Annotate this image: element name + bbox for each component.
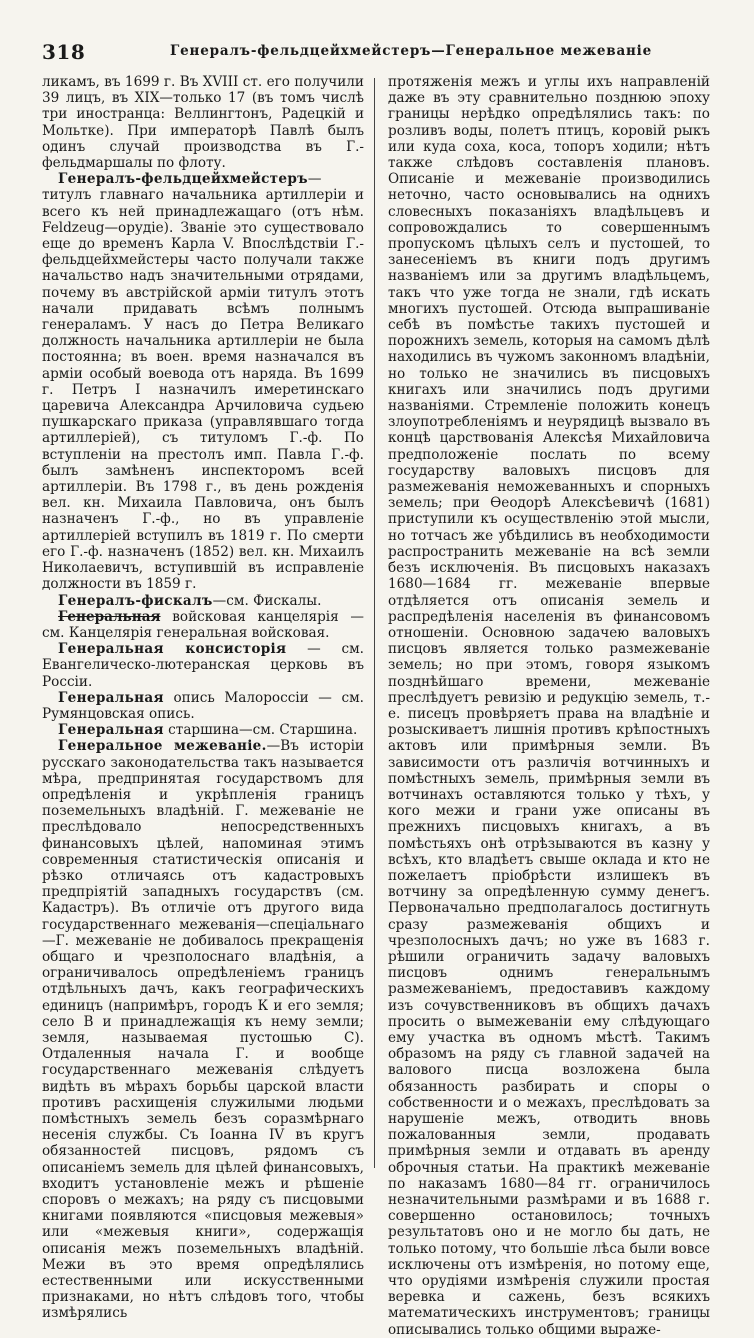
entry-headword: Генеральная — [58, 608, 161, 625]
left-column — [42, 74, 365, 1322]
entry-text: — см. Евангелическо-лютеранская церковь въ Россiи. — [42, 641, 364, 690]
entry-paragraph — [42, 641, 364, 690]
entry-headword: Генеральная консисторiя — [58, 641, 287, 658]
entry-paragraph — [42, 593, 364, 609]
column-divider — [374, 78, 375, 1168]
entry-text: старшина—см. Старшина. — [163, 722, 358, 739]
running-title: Генералъ-фельдцейхмейстеръ—Генеральное межеванiе — [170, 43, 652, 59]
entry-text: —Въ исторiи русскаго законодательства такъ называется мѣра, предпринятая государствомъ для опредѣленiя и укрѣпленiя границъ поземельныхъ владѣнiй. Г. межеванiе не преслѣдовало непосредственныхъ финансовыхъ цѣлей, напоминая этимъ современныя статистическiя описанiя и рѣзко отличаясь отъ кадастровыхъ предпрiятiй западныхъ государствъ (см. Кадастръ). Въ отличiе отъ другого вида государственнаго межеванiя—спецiальнаго—Г. межеванiе не добивалось прекращенiя общаго и чрезполоснаго владѣнiя, а ограничивалось опредѣленiемъ границъ отдѣльныхъ дачъ, какъ географическихъ единицъ (напримѣръ, городъ К и его земля; село В и принадлежащiя къ нему земли; земля, называемая пустошью С). Отдаленныя начала Г. и вообще государственнаго межеванiя слѣдуетъ видѣть въ мѣрахъ борьбы царской власти противъ расхищенiя служилыми людьми помѣстныхъ земель безъ соразмѣрнаго несенiя службы. Съ Iоанна IV въ кругъ обязанностей писцовъ, рядомъ съ описанiемъ земель для цѣлей финансовыхъ, входитъ установленiе межъ и рѣшенiе споровъ о межахъ; на ряду съ писцовыми книгами появляются «писцовыя межевыя» или «межевыя книги», содержащiя описанiя межъ поземельныхъ владѣнiй. Межи въ это время опредѣлялись естественными или искусственными признаками, но нѣтъ слѣдовъ того, чтобы измѣрялись — [42, 738, 364, 1322]
continued-paragraph — [388, 74, 710, 1338]
entry-paragraph — [42, 690, 364, 722]
continued-paragraph — [42, 74, 364, 171]
right-column — [388, 74, 710, 1338]
entry-text: протяженiя межъ и углы ихъ направленiй даже въ эту сравнительно позднюю эпоху границы нерѣдко опредѣлялись такъ: по розливъ воды, полетъ птицъ, коровiй рыкъ или куда соха, коса, топоръ ходили; нѣтъ также слѣдовъ составленiя плановъ. Описанiе и межеванiе производились неточно, часто основывались на однихъ словесныхъ показанiяхъ владѣльцевъ и сопровождались то совершеннымъ пропускомъ цѣлыхъ селъ и пустошей, то занесенiемъ въ книги подъ другимъ названiемъ или за другимъ владѣльцемъ, такъ что уже тогда не знали, гдѣ искать многихъ пустошей. Отсюда выпрашиванiе себѣ въ помѣстье такихъ пустошей и порожнихъ земель, которыя на самомъ дѣлѣ находились въ чужомъ законномъ владѣнiи, но только не значились въ писцовыхъ книгахъ или значились подъ другими названiями. Стремленiе положить конецъ злоупотребленiямъ и неурядицѣ вызвало въ концѣ царствованiя Алексѣя Михайловича предположенiе послать по всему государству валовыхъ писцовъ для размежеванiя неможеванныхъ и спорныхъ земель; при Ѳеодорѣ Алексѣевичѣ (1681) приступили къ осуществленiю этой мысли, но тотчасъ же убѣдились въ необходимости распространить межеванiе на всѣ земли безъ исключенiя. Въ писцовыхъ наказахъ 1680—1684 гг. межеванiе впервые отдѣляется отъ описанiя земель и распредѣленiя населенiя въ финансовомъ отношенiи. Основною задачею валовыхъ писцовъ является только размежеванiе земель; но при этомъ, говоря языкомъ позднѣйшаго времени, межеванiе преслѣдуетъ ревизiю и редукцiю земель, т.-е. писецъ провѣряетъ права на владѣнiе и розыскиваетъ лишнiя противъ крѣпостныхъ актовъ или примѣрныя земли. Въ зависимости отъ различiя вотчинныхъ и помѣстныхъ земель, примѣрныя земли въ вотчинахъ оставляются только у тѣхъ, у кого межи и грани уже описаны въ прежнихъ писцовыхъ книгахъ, а въ помѣстьяхъ онѣ отрѣзываются въ казну у всѣхъ, кто владѣетъ свыше оклада и кто не пожелаетъ прiобрѣсти излишекъ въ вотчину за опредѣленную сумму денегъ. Первоначально предполагалось достигнуть сразу размежеванiя общихъ и чрезполосныхъ дачъ; но уже въ 1683 г. рѣшили ограничить задачу валовыхъ писцовъ однимъ генеральнымъ размежеванiемъ, предоставивъ каждому изъ сочувственниковъ въ общихъ дачахъ просить о вымежеванiи ему слѣдующаго ему участка въ одномъ мѣстѣ. Такимъ образомъ на ряду съ главной задачей на валового писца возложена была обязанность разбирать и споры о собственности и о межахъ, преслѣдовать за нарушенiе межъ, отводить вновь пожалованныя земли, продавать примѣрныя земли и отдавать въ аренду оброчныя статьи. На практикѣ межеванiе по наказамъ 1680—84 гг. ограничилось незначительными размѣрами и въ 1688 г. совершенно остановилось; точныхъ результатовъ оно и не могло бы дать, не только потому, что большiе лѣса были вовсе исключены отъ измѣренiя, но потому еще, что орудiями измѣренiя служили простая веревка и сажень, безъ всякихъ математическихъ инструментовъ; границы описывались только общими выраже- — [388, 74, 710, 1338]
entry-headword: Генеральная — [58, 689, 164, 706]
entry-paragraph — [42, 722, 364, 738]
entry-paragraph — [42, 171, 364, 592]
entry-paragraph — [42, 738, 364, 1321]
entry-headword: Генеральное межеванiе. — [58, 738, 267, 755]
page-header — [30, 40, 720, 64]
entry-headword: Генеральная — [58, 722, 164, 739]
entry-text: —см. Фискалы. — [212, 592, 322, 609]
entry-text: — титулъ главнаго начальника артиллерiи и всего къ ней принадлежащаго (отъ нѣм. Feldzeug—орудiе). Званiе это существовало еще до временъ Карла V. Впослѣдствiи Г.-фельдцейхмейстеры часто получали также начальство надъ значительными отрядами, почему въ австрiйской армiи титулъ этотъ начали придавать всѣмъ полнымъ генераламъ. У насъ до Петра Великаго должность начальника артиллерiи не была постоянна; въ воен. время назначался въ армiи особый воевода отъ наряда. Въ 1699 г. Петръ I назначилъ имеретинскаго царевича Александра Арчиловича судьею пушкарскаго приказа (управлявшаго тогда артиллерiей), съ титуломъ Г.-ф. По вступленiи на престолъ имп. Павла Г.-ф. былъ замѣненъ инспекторомъ всей артиллерiи. Въ 1798 г., въ день рожденiя вел. кн. Михаила Павловича, онъ былъ назначенъ Г.-ф., но въ управленiе артиллерiей вступилъ въ 1819 г. По смерти его Г.-ф. назначенъ (1852) вел. кн. Михаилъ Николаевичъ, вступившiй въ исправленiе должности въ 1859 г. — [42, 171, 364, 593]
page-number: 318 — [42, 40, 86, 64]
entry-text: опись Малороссiи — см. Румянцовская опись. — [42, 689, 364, 722]
entry-text: ликамъ, въ 1699 г. Въ XVIII ст. его получили 39 лицъ, въ XIX—только 17 (въ томъ числѣ три иностранца: Веллингтонъ, Радецкiй и Мольтке). При императорѣ Павлѣ былъ одинъ случай производства въ Г.-фельдмаршалы по флоту. — [42, 74, 364, 172]
entry-text: войсковая канцелярiя — см. Канцелярiя генеральная войсковая. — [42, 608, 365, 641]
entry-paragraph — [42, 609, 364, 641]
entry-headword: Генералъ-фискалъ — [58, 592, 213, 609]
entry-headword: Генералъ-фельдцейхмейстеръ — [58, 171, 308, 188]
